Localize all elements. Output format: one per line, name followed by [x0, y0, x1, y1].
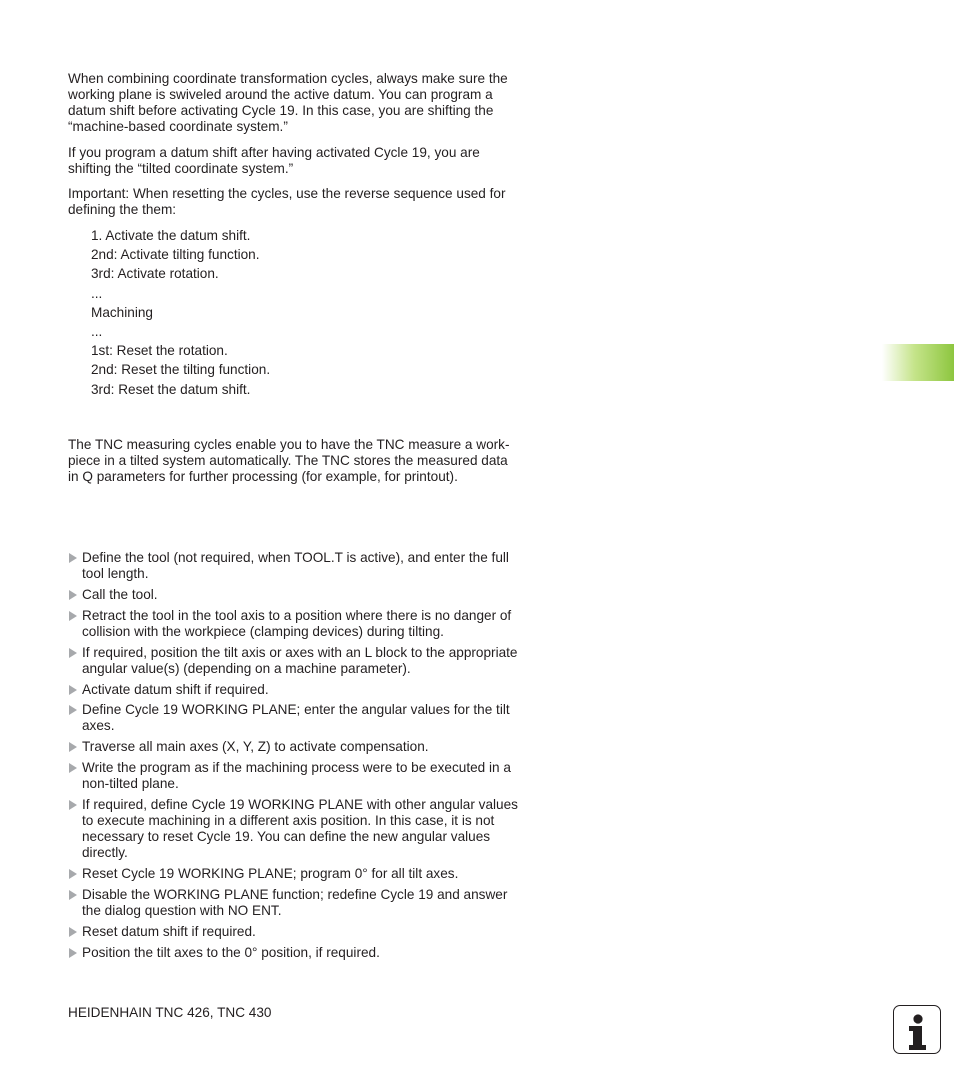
list-item-text: Retract the tool in the tool axis to a position where there is no danger of collision with the workpiece (clamping devices) during tilting. [82, 607, 512, 639]
list-item [68, 608, 518, 640]
list-item-text: Traverse all main axes (X, Y, Z) to activate compensation. [82, 739, 429, 755]
triangle-right-icon [69, 869, 77, 879]
list-item [68, 887, 518, 919]
list-item [68, 760, 518, 792]
sequence-item: 2nd: Reset the tilting function. [91, 362, 271, 378]
paragraph-text: When combining coordinate transformation cycles, always make sure the working plane is swiveled around the active datum. You can program a datum shift before activating Cycle 19. In this case, you are shifting the “machine-based coordinate system.” [68, 71, 508, 134]
list-item-text: Write the program as if the machining process were to be executed in a non-tilted plane. [82, 760, 511, 792]
list-item-text: Call the tool. [82, 586, 158, 602]
list-item-text: Activate datum shift if required. [82, 681, 269, 697]
list-item [68, 945, 518, 961]
sequence-item: Machining [91, 304, 153, 320]
sequence-item: ... [91, 285, 103, 301]
sequence-item: 1. Activate the datum shift. [91, 228, 251, 243]
paragraph-reset-order [68, 186, 518, 218]
chapter-tab [882, 344, 954, 381]
list-item [68, 866, 518, 882]
list-item [68, 924, 518, 940]
triangle-right-icon [69, 648, 77, 658]
list-item-text: Define Cycle 19 WORKING PLANE; enter the angular values for the tilt axes. [82, 702, 510, 734]
triangle-right-icon [69, 742, 77, 752]
triangle-right-icon [69, 611, 77, 621]
sequence-item: ... [91, 323, 103, 339]
list-item-text: Disable the WORKING PLANE function; redefine Cycle 19 and answer the dialog question with NO ENT. [82, 886, 508, 918]
sequence-list [91, 228, 270, 401]
paragraph-text: The TNC measuring cycles enable you to have the TNC measure a work-piece in a tilted system automatically. The TNC stores the measured data in Q parameters for further processing (for example, for printout). [68, 437, 510, 484]
list-item [68, 587, 518, 603]
triangle-right-icon [69, 763, 77, 773]
paragraph-text: Important: When resetting the cycles, use the reverse sequence used for defining the them: [68, 186, 506, 217]
paragraph-text: If you program a datum shift after having activated Cycle 19, you are shifting the “tilted coordinate system.” [68, 145, 480, 176]
triangle-right-icon [69, 553, 77, 563]
list-item-text: If required, position the tilt axis or axes with an L block to the appropriate angular value(s) (depending on a machine parameter). [82, 644, 518, 676]
list-item [68, 797, 518, 861]
triangle-right-icon [69, 927, 77, 937]
list-item [68, 682, 518, 698]
triangle-right-icon [69, 685, 77, 695]
sequence-item: 3rd: Activate rotation. [91, 266, 219, 282]
list-item-text: Position the tilt axes to the 0° position, if required. [82, 944, 380, 960]
paragraph-measuring-cycles [68, 437, 520, 485]
triangle-right-icon [69, 948, 77, 958]
list-item-text: Reset Cycle 19 WORKING PLANE; program 0° for all tilt axes. [82, 866, 459, 882]
list-item-text: Reset datum shift if required. [82, 923, 256, 939]
sequence-item: 2nd: Activate tilting function. [91, 247, 260, 263]
list-item [68, 550, 518, 582]
list-item [68, 739, 518, 755]
procedure-list [68, 550, 518, 966]
list-item-text: Define the tool (not required, when TOOL.T is active), and enter the full tool length. [82, 550, 509, 581]
triangle-right-icon [69, 705, 77, 715]
sequence-item: 1st: Reset the rotation. [91, 343, 228, 359]
sequence-item: 3rd: Reset the datum shift. [91, 381, 251, 397]
info-icon [893, 1005, 941, 1054]
paragraph-transformation-order [68, 71, 518, 135]
list-item [68, 645, 518, 677]
triangle-right-icon [69, 800, 77, 810]
list-item [68, 702, 518, 734]
list-item-text: If required, define Cycle 19 WORKING PLANE with other angular values to execute machining in a different axis position. In this case, it is not necessary to reset Cycle 19. You can define the new angular values directly. [82, 797, 518, 861]
footer-text: HEIDENHAIN TNC 426, TNC 430 [68, 1005, 272, 1020]
paragraph-datum-after-cycle [68, 145, 518, 177]
triangle-right-icon [69, 590, 77, 600]
triangle-right-icon [69, 890, 77, 900]
